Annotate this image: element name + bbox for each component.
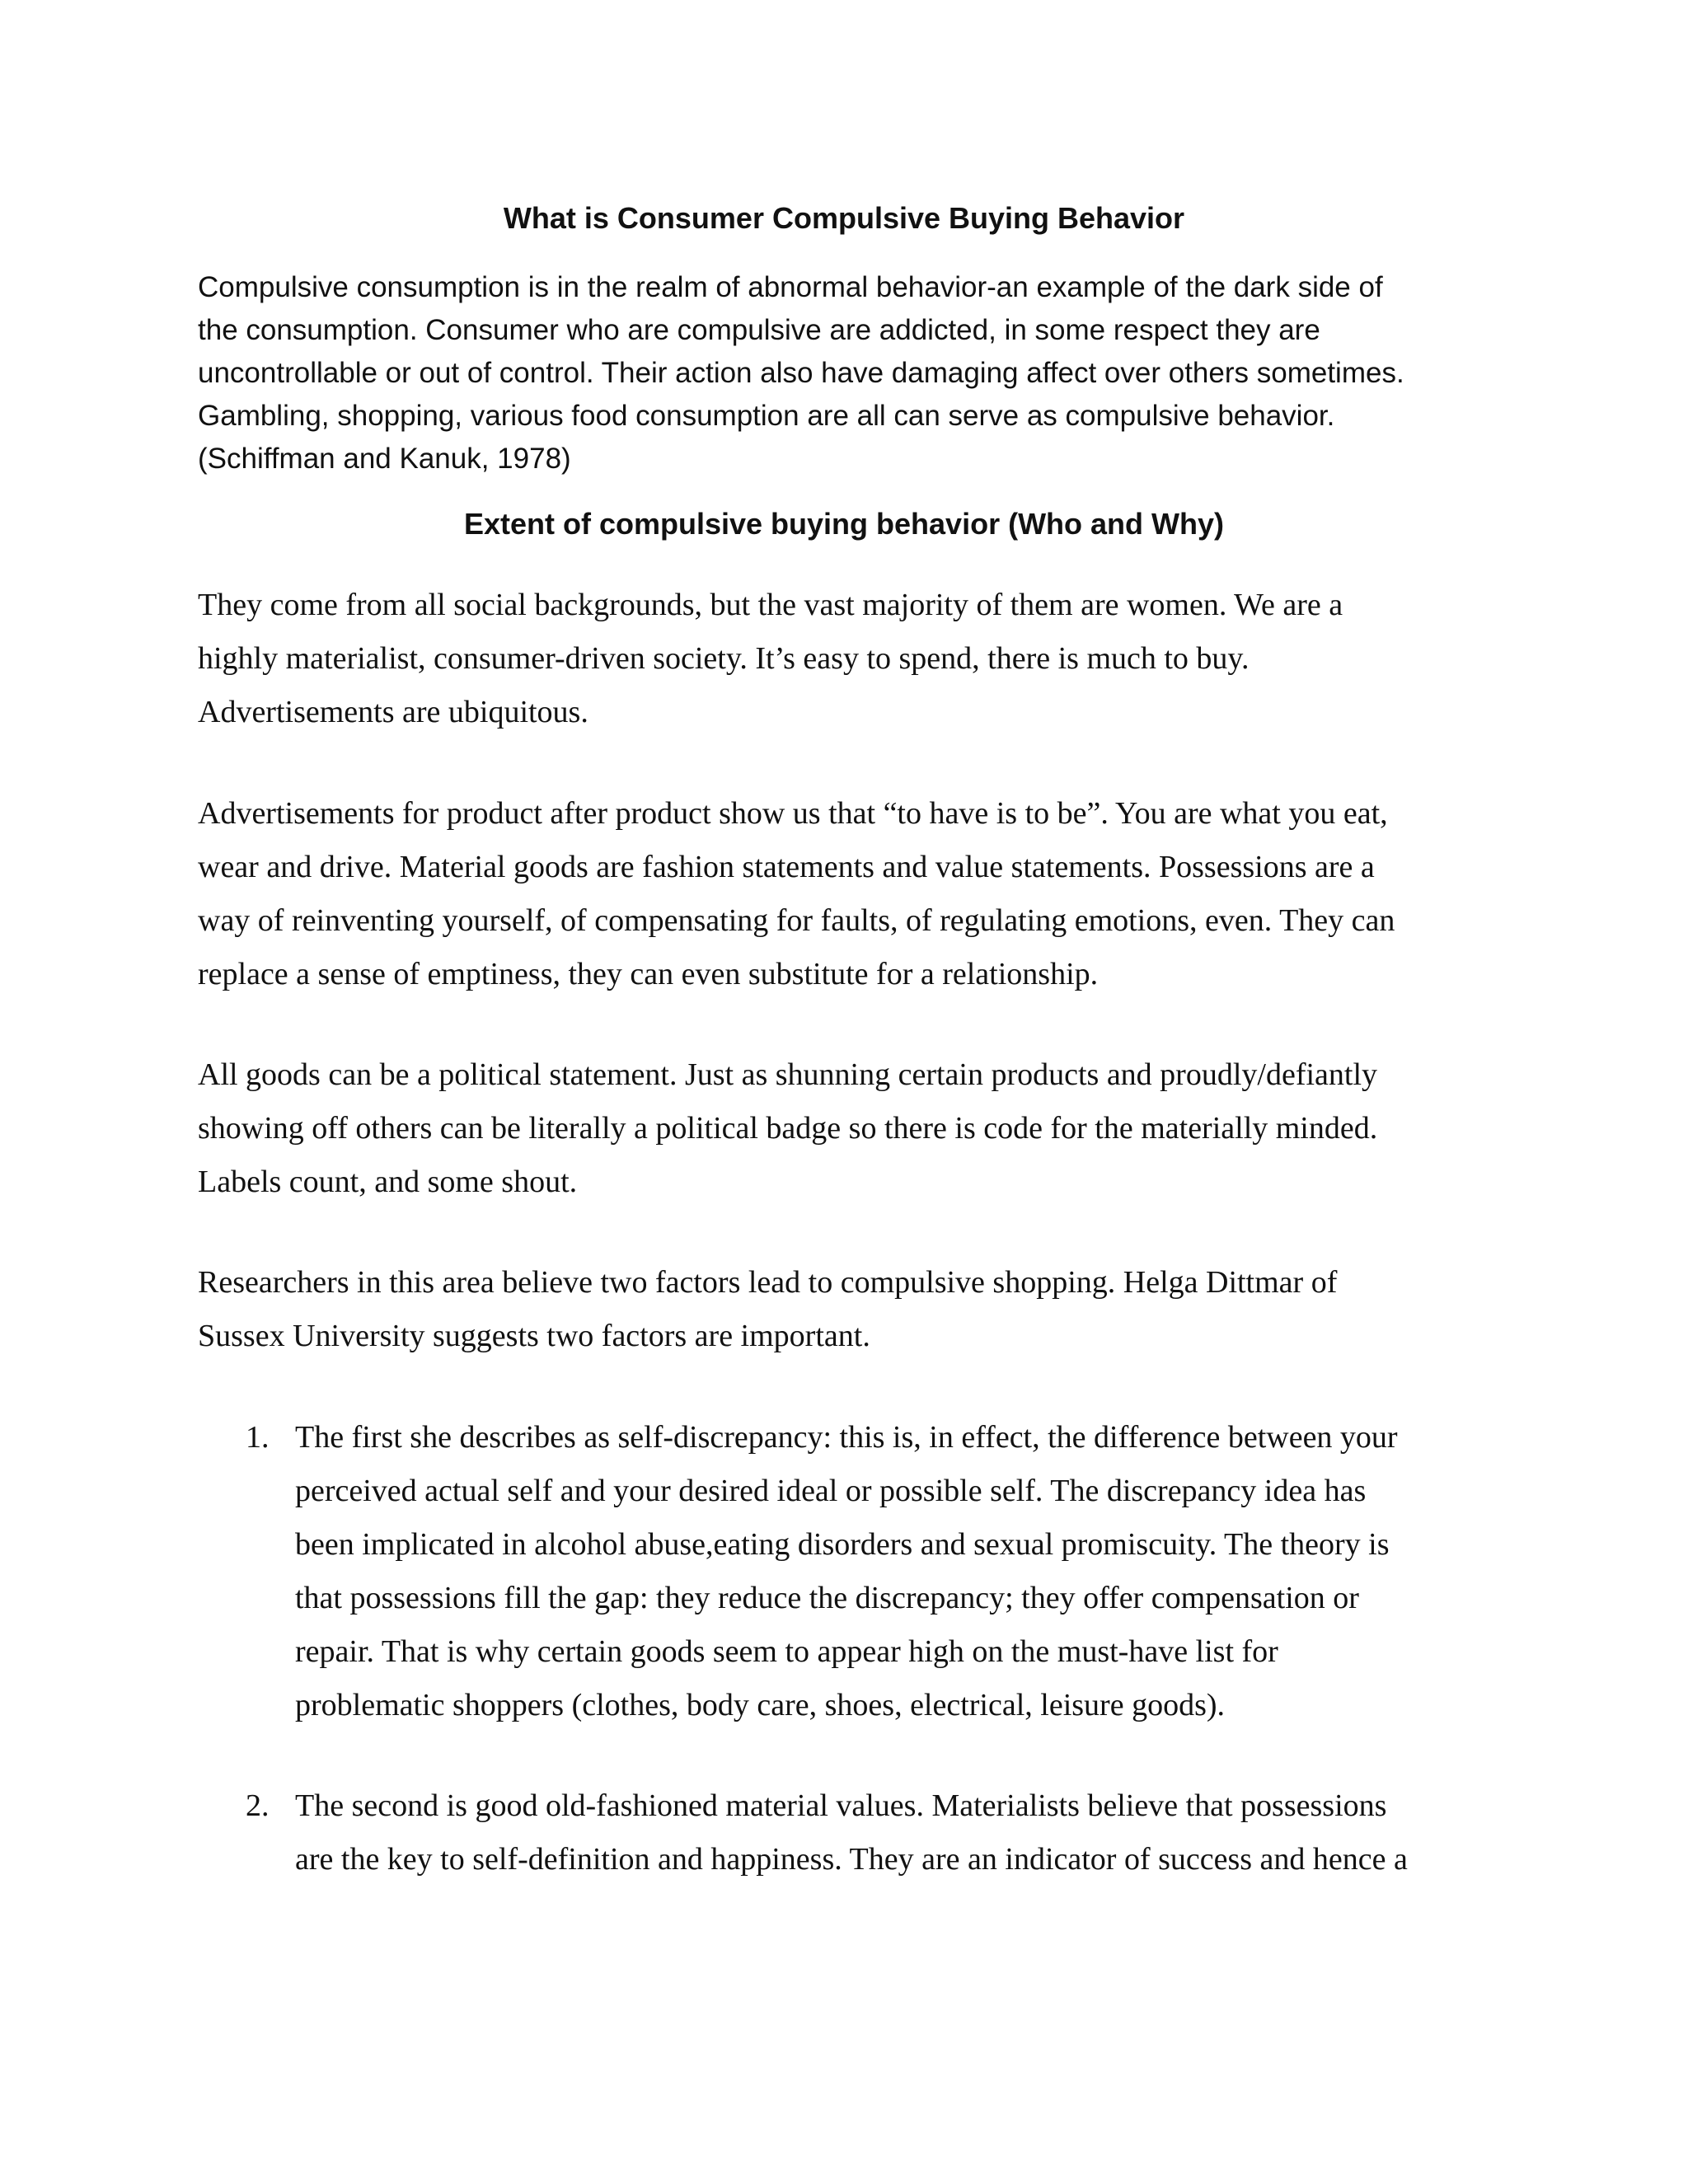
intro-paragraph bbox=[198, 266, 1500, 480]
text-line: Advertisements for product after product show us that “to have is to be”. You are what you eat, bbox=[198, 796, 1388, 831]
body-paragraph bbox=[198, 1256, 1500, 1363]
text-line: been implicated in alcohol abuse,eating disorders and sexual promiscuity. The theory is bbox=[295, 1527, 1390, 1562]
text-line: way of reinventing yourself, of compensating for faults, of regulating emotions, even. They can bbox=[198, 903, 1395, 938]
text-line: Gambling, shopping, various food consumption are all can serve as compulsive behavior. bbox=[198, 400, 1335, 432]
text-line: perceived actual self and your desired ideal or possible self. The discrepancy idea has bbox=[295, 1474, 1367, 1508]
text-line: They come from all social backgrounds, but the vast majority of them are women. We are a bbox=[198, 588, 1343, 622]
text-line: problematic shoppers (clothes, body care, shoes, electrical, leisure goods). bbox=[295, 1688, 1226, 1722]
text-line: Advertisements are ubiquitous. bbox=[198, 695, 588, 729]
body-paragraph bbox=[198, 579, 1500, 739]
text-line: The second is good old-fashioned material values. Materialists believe that possessions bbox=[295, 1788, 1387, 1823]
text-line: showing off others can be literally a political badge so there is code for the materially minded. bbox=[198, 1111, 1378, 1146]
text-line: Sussex University suggests two factors are important. bbox=[198, 1319, 870, 1353]
text-line: wear and drive. Material goods are fashion statements and value statements. Possessions are a bbox=[198, 850, 1375, 884]
text-line: are the key to self-definition and happiness. They are an indicator of success and hence a bbox=[295, 1842, 1408, 1877]
text-line: Compulsive consumption is in the realm of abnormal behavior-an example of the dark side of bbox=[198, 271, 1383, 303]
body-paragraph bbox=[198, 1048, 1500, 1209]
text-line: highly materialist, consumer-driven society. It’s easy to spend, there is much to buy. bbox=[198, 641, 1250, 676]
page-title: What is Consumer Compulsive Buying Behavior bbox=[503, 201, 1185, 235]
text-line: that possessions fill the gap: they reduce the discrepancy; they offer compensation or bbox=[295, 1581, 1359, 1615]
list-item-text bbox=[295, 1779, 1498, 1886]
body-paragraph bbox=[198, 787, 1500, 1001]
text-line: repair. That is why certain goods seem to appear high on the must-have list for bbox=[295, 1634, 1278, 1669]
text-line: uncontrollable or out of control. Their action also have damaging affect over others sometimes. bbox=[198, 357, 1404, 389]
list-number: 1. bbox=[246, 1420, 270, 1455]
text-line: Labels count, and some shout. bbox=[198, 1165, 578, 1199]
text-line: replace a sense of emptiness, they can even substitute for a relationship. bbox=[198, 957, 1099, 991]
text-line: All goods can be a political statement. Just as shunning certain products and proudly/defiantly bbox=[198, 1057, 1378, 1092]
list-number: 2. bbox=[246, 1788, 270, 1823]
list-item-text bbox=[295, 1411, 1498, 1732]
text-line: (Schiffman and Kanuk, 1978) bbox=[198, 443, 571, 475]
text-line: The first she describes as self-discrepancy: this is, in effect, the difference between your bbox=[295, 1420, 1398, 1455]
text-line: the consumption. Consumer who are compulsive are addicted, in some respect they are bbox=[198, 314, 1320, 346]
section-heading: Extent of compulsive buying behavior (Who and Why) bbox=[463, 507, 1225, 541]
text-line: Researchers in this area believe two factors lead to compulsive shopping. Helga Dittmar of bbox=[198, 1265, 1338, 1300]
